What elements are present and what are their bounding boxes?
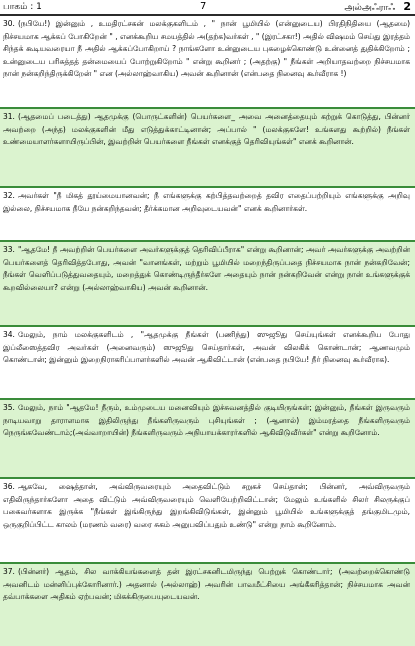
part-label: பாகம் : 1 bbox=[3, 2, 42, 12]
surah-number: 7 bbox=[200, 1, 207, 12]
verse-text: (பின்னர்) ஆதம், சில வாக்கியங்களைத் தன் இரட்சகனிடமிருந்து பெற்றுக் கொண்டார்; (அவற்றைக்கொண்டு அவனிடம் மன்னிப்புக்கோரினார்.) அதனால் (அல்லாஹ்) அவரின் பாவமீட்சியை அங்கீகரித்தான்; நிச்சயமாக அவன் தவ்பாக்களை அதிகம் ஏற்பவன்; மிகக்கிருபையுடையவன். bbox=[3, 567, 410, 602]
verse-block bbox=[0, 242, 415, 327]
page-number: 2 bbox=[403, 0, 411, 13]
verse-text: (ஆதமைப் படைத்து) ஆதமுக்கு (பொருட்களின்) பெயர்களை_ அவை அனைத்தையும் கற்றுக் கொடுத்து, பின்னர் அவற்றை (அந்த) மலக்குகளின் மீது எடுத்துக்காட்டினான்; அப்பால் " (மலக்குகளே! உங்களது கூற்றில்) நீங்கள் உண்மையாளர்களாயிருப்பின், இவற்றின் பெயர்களை நீங்கள் எனக்குத் தெரிவியுங்கள்" எனக் கூறினான். bbox=[3, 112, 410, 147]
verse-number: 37. bbox=[3, 567, 15, 576]
verse-number: 34. bbox=[3, 330, 15, 339]
verse-block bbox=[0, 109, 415, 188]
verse-number: 32. bbox=[3, 191, 15, 200]
verse-text: மேலும், நாம் "ஆதமே! நீரும், உம்முடைய மனைவியும் இச்சுவனத்தில் குடியிருங்கள்; இன்னும், நீங்கள் இருவரும் நாடியவாறு தாராளமாக இதிலிருந்து நீங்களிருவரும் புசியுங்கள் ; (ஆனால்) இம்மரத்தை நீங்களிருவரும் நெருங்கவேண்டாம்;(அவ்வாறாயின்) நீங்களிருவரும் அநியாயக்காரர்களில் ஆகிவிடுவீர்கள்" என்று கூறினோம். bbox=[3, 403, 410, 438]
verse-number: 33. bbox=[3, 245, 15, 254]
verse-block bbox=[0, 479, 415, 564]
verse-block bbox=[0, 327, 415, 400]
verse-block bbox=[0, 564, 415, 646]
verse-text: மேலும், நாம் மலக்குகளிடம் , "ஆதமுக்கு நீங்கள் (பணிந்து) ஸுஜூது செய்யுங்கள் எனக்கூறிய போது இப்லீஸைத்தவிர அவர்கள் (அனைவரும்) ஸுஜூது செய்தார்கள், அவன் விலகிக் கொண்டான்; ஆணவமும் கொண்டான்; இன்னும் இறைநிராகரிப்பாளர்களில் அவன் ஆகிவிட்டான் (என்பதை நபியே! நீர் நினைவு கூர்வீராக). bbox=[3, 330, 410, 365]
verse-text: "ஆதமே! நீ அவற்றின் பெயர்களை அவர்களுக்குத் தெரிவிப்பீராக" என்று கூறினான்; அவர் அவர்களுக்கு அவற்றின் பெயர்களைத் தெரிவித்தபோது, அவன் "வானங்கள், மற்றும் பூமியில் மறைந்திருப்பதை நிச்சயமாக நான் நன்கறிவேன்; நீங்கள் வெளிப்படுத்துவதையும், மறைத்துக் கொண்டிருந்தீர்களே அதையும் நான் நன்கறிவேன் என்று நான் உங்களுக்குக் கூறவில்லையா? என்று (அல்லாஹ்வாகிய) அவன் கூறினான். bbox=[3, 245, 410, 292]
verse-list bbox=[0, 16, 415, 646]
verse-block bbox=[0, 16, 415, 109]
page-header bbox=[0, 0, 415, 14]
verse-text: (நபியே!) இன்னும் , உமதிரட்சகன் மலக்குகளிடம் , " நான் பூமியில் (என்னுடைய) பிரதிநிதியை (ஆதமை) நிச்சயமாக ஆக்கப் போகிறேன் " , எனக்கூறிய சமயத்தில் அ(தற்க)வர்கள் , " (இரட்சகா!) அதில் விஷமம் செய்து இரத்தம் சிந்தக் கூடியவரையா நீ அதில் ஆக்கப்போகிறாய் ? நாங்களோ உன்னுடைய புகழைக்கொண்டு உன்னைத் துதிக்கிறோம் ; உன்னுடைய பரிசுத்தத் தன்மையைப் போற்றுகிறோம் " என்று கூறினர் ; (அதற்கு) " நீங்கள் அறியாதவற்றை நிச்சயமாக நான் நன்கறிந்திருக்கிறேன் " என (அல்லாஹ்வாகிய) அவன் கூறினான் (என்பதை நினைவு கூர்வீராக !) bbox=[3, 19, 410, 79]
surah-title-group bbox=[344, 0, 411, 15]
verse-number: 31. bbox=[3, 112, 15, 121]
verse-number: 35. bbox=[3, 403, 15, 412]
verse-block bbox=[0, 188, 415, 242]
verse-number: 30. bbox=[3, 19, 15, 28]
surah-name: அல்அஃராஃ bbox=[344, 3, 396, 13]
verse-text: அவர்கள் "நீ மிகத் தூய்மையானவன்; நீ எங்களுக்கு கற்பித்தவற்றைத் தவிர எதைப்பற்றியும் எங்களுக்கு அறிவு இல்லை, நிச்சயமாக நீயே நன்கறிந்தவன்; தீர்க்கமான அறிவுடையவன்" எனக் கூறினார்கள். bbox=[3, 191, 410, 213]
verse-block bbox=[0, 400, 415, 479]
verse-text: ஆகவே, ஷைத்தான், அவ்விருவரையும் அதைவிட்டும் சறுகச் செய்தான்; பின்னர், அவ்விருவரும் எதிலிருந்தார்களோ அதை விட்டும் அவ்விருவரையும் வெளியேற்றிவிட்டான்; மேலும் உங்களில் சிலர் சிலருக்குப் பகைவர்களாக இருக்க "நீங்கள் இங்கிருந்து இறங்கிவிடுங்கள், இன்னும் பூமியில் உங்களுக்குத் தங்குமிடமும், ஒருகுறிப்பிட்ட காலம் (மரணம் வரை) வரை சுகம் அனுபவிப்பதும் உண்டு" என்று நாம் கூறினோம். bbox=[3, 482, 410, 529]
verse-number: 36. bbox=[3, 482, 15, 491]
